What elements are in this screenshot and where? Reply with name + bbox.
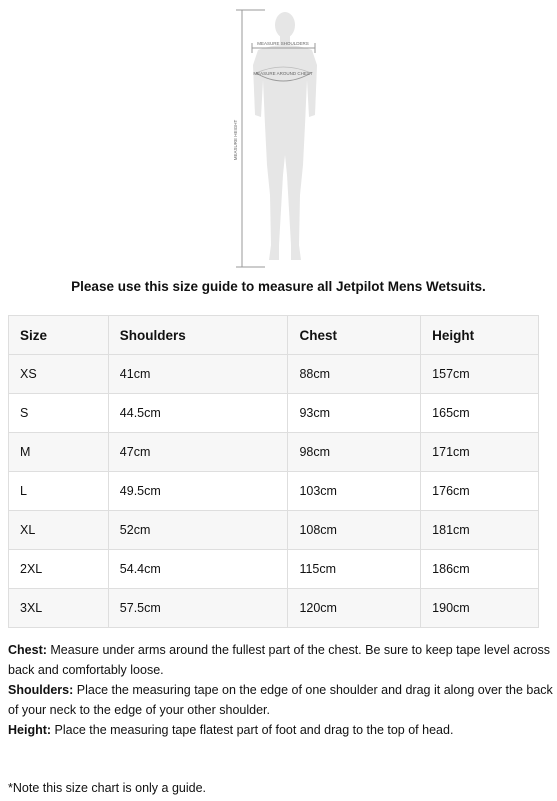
cell-size: S	[9, 394, 109, 433]
note-chest	[8, 640, 553, 680]
cell-shoulders: 54.4cm	[108, 550, 288, 589]
cell-shoulders: 57.5cm	[108, 589, 288, 628]
table-header-row	[9, 316, 539, 355]
measurement-figure	[0, 0, 557, 275]
cell-chest: 98cm	[288, 433, 421, 472]
cell-height: 186cm	[421, 550, 539, 589]
cell-shoulders: 44.5cm	[108, 394, 288, 433]
cell-shoulders: 52cm	[108, 511, 288, 550]
note-text: Measure under arms around the fullest part of the chest. Be sure to keep tape level across back and comfortably loose.	[8, 643, 550, 677]
cell-height: 190cm	[421, 589, 539, 628]
note-text: Place the measuring tape flatest part of foot and drag to the top of head.	[51, 723, 454, 737]
cell-shoulders: 49.5cm	[108, 472, 288, 511]
cell-shoulders: 47cm	[108, 433, 288, 472]
cell-chest: 108cm	[288, 511, 421, 550]
body-silhouette	[253, 12, 317, 260]
cell-size: 2XL	[9, 550, 109, 589]
cell-chest: 120cm	[288, 589, 421, 628]
cell-size: L	[9, 472, 109, 511]
cell-size: XS	[9, 355, 109, 394]
cell-chest: 93cm	[288, 394, 421, 433]
table-row	[9, 589, 539, 628]
header-chest: Chest	[288, 316, 421, 355]
size-guide-caption: Please use this size guide to measure all Jetpilot Mens Wetsuits.	[71, 279, 486, 294]
cell-height: 165cm	[421, 394, 539, 433]
header-size: Size	[9, 316, 109, 355]
height-label: MEASURE HEIGHT	[233, 119, 238, 161]
note-term: Shoulders:	[8, 683, 74, 697]
note-term: Chest:	[8, 643, 47, 657]
note-shoulders	[8, 680, 553, 720]
table-row	[9, 355, 539, 394]
table-row	[9, 511, 539, 550]
cell-size: M	[9, 433, 109, 472]
header-height: Height	[421, 316, 539, 355]
table-row	[9, 472, 539, 511]
cell-size: XL	[9, 511, 109, 550]
cell-size: 3XL	[9, 589, 109, 628]
table-row	[9, 394, 539, 433]
cell-height: 181cm	[421, 511, 539, 550]
cell-chest: 115cm	[288, 550, 421, 589]
cell-chest: 88cm	[288, 355, 421, 394]
note-height	[8, 720, 553, 740]
measurement-notes	[8, 640, 553, 740]
size-chart-footnote: *Note this size chart is only a guide.	[8, 781, 207, 795]
header-shoulders: Shoulders	[108, 316, 288, 355]
shoulders-label: MEASURE SHOULDERS	[257, 41, 309, 46]
cell-shoulders: 41cm	[108, 355, 288, 394]
cell-height: 176cm	[421, 472, 539, 511]
note-text: Place the measuring tape on the edge of one shoulder and drag it along over the back of your neck to the edge of your other shoulder.	[8, 683, 553, 717]
cell-height: 171cm	[421, 433, 539, 472]
cell-chest: 103cm	[288, 472, 421, 511]
cell-height: 157cm	[421, 355, 539, 394]
body-silhouette-illustration	[225, 5, 335, 273]
table-row	[9, 433, 539, 472]
chest-label: MEASURE AROUND CHEST	[253, 71, 313, 76]
note-term: Height:	[8, 723, 52, 737]
table-row	[9, 550, 539, 589]
size-chart-table	[8, 315, 539, 628]
